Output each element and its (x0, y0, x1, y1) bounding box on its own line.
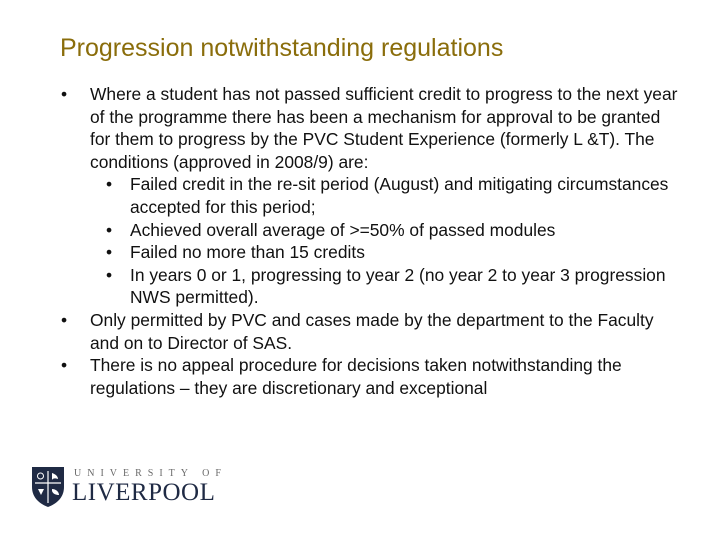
sub-bullet-text: Failed no more than 15 credits (130, 242, 365, 263)
bullet-marker: • (106, 174, 113, 195)
bullet-marker: • (61, 309, 68, 330)
slide-title: Progression notwithstanding regulations (60, 34, 504, 62)
sub-bullet-text: In years 0 or 1, progressing to year 2 (no year 2 to year 3 progression NWS permitted). (130, 264, 666, 308)
bullet-list (60, 83, 680, 399)
bullet-marker: • (106, 219, 113, 240)
bullet-marker: • (61, 84, 68, 104)
bullet-point-1 (60, 83, 680, 309)
sub-bullet-point-4 (90, 264, 680, 309)
bullet-text: Where a student has not passed sufficient credit to progress to the next year of the programme there has been a mechanism for approval to be granted for them to progress by the PVC Student Experience (formerly L &T). The conditions (approved in 2008/9) are: (90, 84, 678, 172)
logo-liverpool-text: LIVERPOOL (72, 479, 216, 506)
logo-university-of-text: UNIVERSITY OF (74, 468, 227, 479)
bullet-point-2 (60, 309, 680, 354)
sub-bullet-point-2 (90, 219, 680, 242)
university-crest-icon (30, 465, 66, 509)
slide-body (60, 83, 680, 399)
sub-bullet-text: Achieved overall average of >=50% of passed modules (130, 219, 556, 240)
bullet-point-3 (60, 354, 680, 399)
bullet-marker: • (106, 242, 113, 263)
sub-bullet-text: Failed credit in the re-sit period (August) and mitigating circumstances accepted for this period; (130, 174, 669, 217)
sub-bullet-list (90, 173, 680, 309)
sub-bullet-point-1 (90, 173, 680, 218)
bullet-marker: • (61, 355, 68, 376)
bullet-marker: • (106, 264, 113, 285)
sub-bullet-point-3 (90, 241, 680, 264)
bullet-text: Only permitted by PVC and cases made by the department to the Faculty and on to Director of SAS. (90, 309, 654, 353)
university-logo (30, 465, 227, 515)
bullet-text: There is no appeal procedure for decisions taken notwithstanding the regulations – they are discretionary and exceptional (90, 355, 622, 398)
